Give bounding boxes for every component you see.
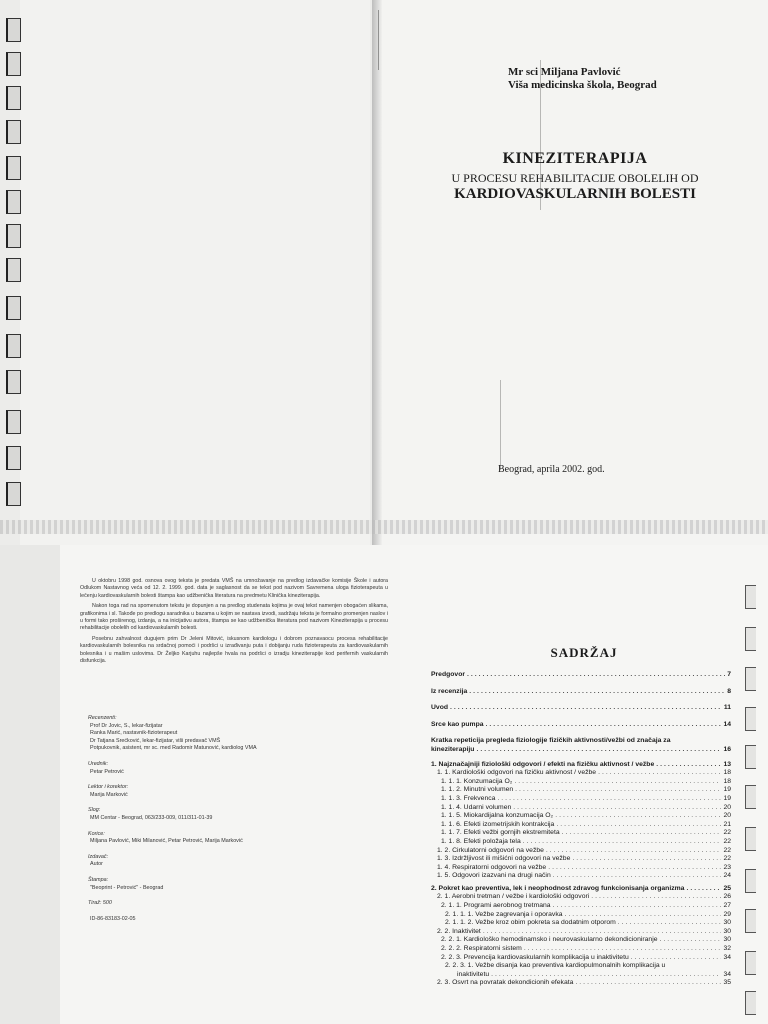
credit-value: Potpukovnik, asistent, mr sc. med Radomir Matunović, kardiolog VMA <box>90 745 257 752</box>
toc-leader-dots <box>553 902 722 911</box>
toc-page-number: 34 <box>723 953 731 961</box>
toc-entry-title: 1. 1. 8. Efekti položaja tela <box>441 837 521 845</box>
table-of-contents <box>431 671 731 988</box>
toc-page-number: 8 <box>727 687 731 695</box>
credit-value: Autor <box>90 861 103 868</box>
binding-ring <box>6 86 21 110</box>
toc-leader-dots <box>513 804 721 813</box>
toc-leader-dots <box>546 847 722 856</box>
toc-page-number: 30 <box>723 927 731 935</box>
toc-page-number: 21 <box>723 820 731 828</box>
toc-entry-title: 1. 1. 5. Miokardijalna konzumacija O₂ <box>441 812 554 820</box>
binding-ring <box>6 446 21 470</box>
toc-leader-dots <box>686 885 721 894</box>
toc-entry <box>431 902 731 911</box>
toc-leader-dots <box>556 821 721 830</box>
toc-entry-title: 2. 2. 2. Respiratorni sistem <box>441 945 522 953</box>
toc-leader-dots <box>450 704 722 713</box>
toc-leader-dots <box>562 829 722 838</box>
toc-leader-dots <box>572 855 721 864</box>
toc-leader-dots <box>483 928 722 937</box>
toc-entry-title: 2. 2. 3. Prevencija kardiovaskularnih komplikacija u inaktivitetu <box>441 953 629 961</box>
toc-page-number: 16 <box>723 745 731 753</box>
toc-page-number: 18 <box>723 769 731 777</box>
toc-entry <box>431 855 731 864</box>
toc-entry <box>431 829 731 838</box>
toc-entry-title: 2. Pokret kao preventiva, lek i neophodnost zdravog funkcionisanja organizma <box>431 884 685 892</box>
toc-leader-dots <box>553 872 722 881</box>
toc-entry-title: 1. 1. 6. Efekti izometrijskih kontrakcija <box>441 820 555 828</box>
toc-entry-title: 2. 1. 1. 2. Vežbe kroz obim pokreta sa dodatnim otporom <box>445 919 616 927</box>
toc-leader-dots <box>575 979 721 988</box>
toc-entry-title: 1. 5. Odgovori izazvani na drugi način <box>437 872 551 880</box>
toc-entry <box>431 761 731 770</box>
toc-page-number: 32 <box>723 945 731 953</box>
toc-entry <box>431 979 731 988</box>
toc-leader-dots <box>514 778 721 787</box>
binding-ring <box>6 334 21 358</box>
toc-entry-title: 2. 2. Inaktivitet <box>437 927 481 935</box>
scan-line <box>378 10 379 70</box>
page-tab <box>745 667 756 691</box>
credit-label: Urednik: <box>88 760 109 767</box>
toc-entry <box>431 821 731 830</box>
toc-page-number: 30 <box>723 919 731 927</box>
toc-leader-dots <box>469 688 725 697</box>
toc-page-number: 7 <box>727 671 731 678</box>
intro-paragraph: U oktobru 1998 god. osnova ovog teksta je predata VMŠ na umnožavanje na predlog izdavačke komisije Škole i autora Odlukom Nastavnog veća od 12. 2. 1999. god. data je saglasnost da se tekst pod nazivom Savremena uloga fizioterapeuta u lečenju kardiovaskularnih bolesti štampa kao udžbenička literatura na predmetu Klinička kineziterapija. <box>80 578 388 599</box>
toc-page-number: 22 <box>723 829 731 837</box>
toc-page-number: 29 <box>723 910 731 918</box>
credit-label: Lektor i korektor: <box>88 784 129 791</box>
credit-label: Recenzenti: <box>88 715 117 721</box>
toc-page-number: 22 <box>723 855 731 863</box>
binding-ring <box>6 370 21 394</box>
toc-page-number: 35 <box>723 979 731 987</box>
page-tab <box>745 585 756 609</box>
binding-ring <box>6 156 21 180</box>
toc-entry <box>431 769 731 778</box>
toc-leader-dots <box>515 786 721 795</box>
binding-ring <box>6 120 21 144</box>
toc-page-number: 13 <box>723 760 731 768</box>
scan-line <box>500 380 501 470</box>
toc-entry <box>431 936 731 945</box>
toc-entry-title: Uvod <box>431 704 448 712</box>
toc-entry <box>431 786 731 795</box>
intro-paragraph: Posebnu zahvalnost dugujem prim Dr Jeleni Mitović, iskusnom kardiologu i dobrom poznavaocu procesa rehabilitacije kardiovaskularnih bolesnika na srdačnoj pomoći i podršci u izrađivanju puta i dobijanju ruda fizioterapeuta za kardiovaskularnih bolesnika i u mašim uslovima. Dr Željko Karjuhu najlepše hvala na podršci o izradju kineziterapije kod perifernih vaskularnih disfunkcija. <box>80 635 388 665</box>
toc-page-number: 25 <box>723 884 731 892</box>
toc-leader-dots <box>497 795 721 804</box>
scan-edge-noise <box>0 520 768 534</box>
credit-value: "Beoprint - Petrović" - Beograd <box>90 884 164 891</box>
toc-entry-title: 1. 1. 4. Udarni volumen <box>441 803 512 811</box>
toc-page-number: 22 <box>723 846 731 854</box>
toc-entry-title: 1. 4. Respiratorni odgovori na vežbe <box>437 863 547 871</box>
toc-entry-title: 1. 1. 7. Efekti vežbi gornjih ekstremiteta <box>441 829 560 837</box>
toc-entry-title: 2. 3. Osvrt na povratak dekondicionih efekata <box>437 979 574 987</box>
credit-value: Petar Petrović <box>90 768 124 775</box>
binding-ring <box>6 410 21 434</box>
credit-label: Korice: <box>88 830 105 837</box>
toc-entry <box>431 954 731 963</box>
book-spine <box>372 0 382 545</box>
author-institution: Viša medicinska škola, Beograd <box>508 79 657 91</box>
toc-entry-title: 1. 1. 2. Minutni volumen <box>441 786 514 794</box>
toc-entry <box>431 812 731 821</box>
toc-entry <box>431 847 731 856</box>
toc-entry-title: kineziterapiju <box>431 745 475 753</box>
toc-entry <box>431 893 731 902</box>
toc-entry-title: 1. 1. 1. Konzumacija O₂ <box>441 777 513 785</box>
toc-leader-dots <box>491 971 721 980</box>
toc-entry-title: 2. 1. 1. Programi aerobnog tretmana <box>441 902 551 910</box>
binding-ring <box>6 18 21 42</box>
binding-ring <box>6 224 21 248</box>
credit-value: Ranka Marić, nastavnik-fizioterapeut <box>90 730 178 737</box>
toc-entry <box>431 911 731 920</box>
bottom-spread <box>0 545 768 1024</box>
page-tab <box>745 991 756 1015</box>
toc-entry-title: 2. 2. 3. 1. Vežbe disanja kao preventiva kardiopulmonalnih komplikacija u <box>445 962 666 970</box>
toc-entry <box>431 688 731 697</box>
toc-entry <box>431 746 731 755</box>
toc-leader-dots <box>598 769 721 778</box>
toc-leader-dots <box>618 919 722 928</box>
toc-entry <box>431 945 731 954</box>
credit-label: Tiraž: 500 <box>88 900 112 907</box>
toc-page-number: 22 <box>723 837 731 845</box>
credit-value: Prof Dr Jovic, S., lekar-fizijatar <box>90 722 163 729</box>
toc-page-number: 30 <box>723 936 731 944</box>
toc-page-number: 19 <box>723 794 731 802</box>
toc-leader-dots <box>591 893 721 902</box>
toc-page-number: 27 <box>723 902 731 910</box>
toc-entry <box>431 721 731 730</box>
toc-leader-dots <box>565 911 722 920</box>
toc-entry <box>431 795 731 804</box>
cover-subtitle-2: KARDIOVASKULARNIH BOLESTI <box>454 186 696 202</box>
toc-entry <box>431 778 731 787</box>
toc-entry-title: 1. Najznačajniji fiziološki odgovori / efekti na fizičku aktivnost / vežbe <box>431 760 655 768</box>
page-tab <box>745 951 756 975</box>
toc-entry <box>431 737 731 746</box>
toc-entry-title: 1. 2. Cirkulatorni odgovori na vežbe <box>437 846 544 854</box>
cover-title: KINEZITERAPIJA <box>502 150 648 167</box>
binding-ring <box>6 52 21 76</box>
credit-value: Miljana Pavlović, Miki Milanović, Petar Petrović, Marija Marković <box>90 838 243 845</box>
toc-page-number: 14 <box>723 720 731 728</box>
binding-ring <box>6 190 21 214</box>
toc-entry-title: Srce kao pumpa <box>431 720 484 728</box>
toc-entry-title: inaktivitetu <box>457 970 490 978</box>
toc-leader-dots <box>555 812 721 821</box>
toc-entry <box>431 872 731 881</box>
credit-value: ID-86-83183-02-05 <box>90 915 136 922</box>
toc-entry <box>431 928 731 937</box>
toc-leader-dots <box>631 954 722 963</box>
toc-entry-title: 2. 1. Aerobni tretman / vežbe i kardiološki odgovori <box>437 893 590 901</box>
cover-subtitle: U PROCESU REHABILITACIJE OBOLELIH OD <box>451 171 699 185</box>
toc-entry <box>431 962 731 971</box>
toc-entry-title: 1. 1. 3. Frekvenca <box>441 794 496 802</box>
toc-leader-dots <box>476 746 721 755</box>
page-tab <box>745 909 756 933</box>
credit-value: MM Centar - Beograd, 063/233-009, 011/311-01-39 <box>90 814 213 821</box>
intro-text <box>80 578 388 668</box>
imprint-credits <box>88 707 388 923</box>
toc-entry <box>431 864 731 873</box>
toc-entry <box>431 971 731 980</box>
toc-leader-dots <box>524 945 722 954</box>
toc-leader-dots <box>467 671 725 680</box>
credit-label: Slog: <box>88 807 101 814</box>
toc-entry <box>431 704 731 713</box>
toc-leader-dots <box>486 721 722 730</box>
toc-page-number: 20 <box>723 812 731 820</box>
toc-leader-dots <box>656 761 721 770</box>
toc-entry-title: Predgovor <box>431 671 465 678</box>
toc-entry-title: Iz recenzija <box>431 687 468 695</box>
toc-leader-dots <box>660 936 722 945</box>
toc-entry <box>431 804 731 813</box>
page-tab <box>745 869 756 893</box>
credit-value: Dr Tatjana Srećković, lekar-fizijatar, viši predavač VMŠ <box>90 737 221 744</box>
toc-entry-title: 2. 2. 1. Kardiološko hemodinamsko i neurovaskularno dekondicioniranje <box>441 936 658 944</box>
blank-left-page <box>20 0 370 545</box>
binding-ring <box>6 258 21 282</box>
page-tab <box>745 707 756 731</box>
binding-ring <box>6 296 21 320</box>
toc-page-number: 26 <box>723 893 731 901</box>
toc-entry <box>431 671 731 680</box>
page-tab <box>745 627 756 651</box>
toc-entry <box>431 838 731 847</box>
binding-ring <box>6 482 21 506</box>
page-tab <box>745 745 756 769</box>
toc-page-number: 34 <box>723 970 731 978</box>
toc-leader-dots <box>523 838 722 847</box>
page-tab <box>745 785 756 809</box>
toc-page-number: 23 <box>723 863 731 871</box>
toc-entry-title: 1. 1. Kardiološki odgovori na fizičku aktivnost / vežbe <box>437 769 597 777</box>
cover-place-date: Beograd, aprila 2002. god. <box>498 464 605 475</box>
toc-entry-title: 2. 1. 1. 1. Vežbe zagrevanja i oporavka <box>445 910 563 918</box>
credit-label: Izdavač: <box>88 853 109 860</box>
toc-leader-dots <box>548 864 721 873</box>
intro-paragraph: Nakon toga rad na spomenutom tekstu je dopunjen a na predlog studenata kojima je ovaj tekst namenjen obogaćen slikama, grafikonima i sl. Takođe po predlogu saradnika u bazama u kojim se nastava izvodi, sadržaju teksta je formalno promenjen naslov i u formi tako proširenog, izdanja, a na inicijativu autora, štampa se kao udžbenička literatura pod nazivom Kineziterapija u procesu rehabilitacije obolelih od kardiovaskularnih bolesti. <box>80 603 388 632</box>
toc-page-number: 20 <box>723 803 731 811</box>
toc-page-number: 24 <box>723 872 731 880</box>
credit-value: Marija Marković <box>90 791 128 798</box>
author-name: Mr sci Miljana Pavlović <box>508 66 621 78</box>
toc-page-number: 18 <box>723 777 731 785</box>
toc-page-number: 19 <box>723 786 731 794</box>
toc-title: SADRŽAJ <box>550 645 618 660</box>
cover-author <box>508 66 657 92</box>
toc-entry <box>431 885 731 894</box>
toc-entry <box>431 919 731 928</box>
toc-entry-title: Kratka repeticija pregleda fiziologije fizičkih aktivnosti/vežbi od značaja za <box>431 737 671 745</box>
credit-label: Štampa: <box>88 876 109 883</box>
toc-entry-title: 1. 3. Izdržljivost ili mišićni odgovori na vežbe <box>437 855 571 863</box>
page-tab <box>745 827 756 851</box>
toc-page-number: 11 <box>723 704 731 712</box>
